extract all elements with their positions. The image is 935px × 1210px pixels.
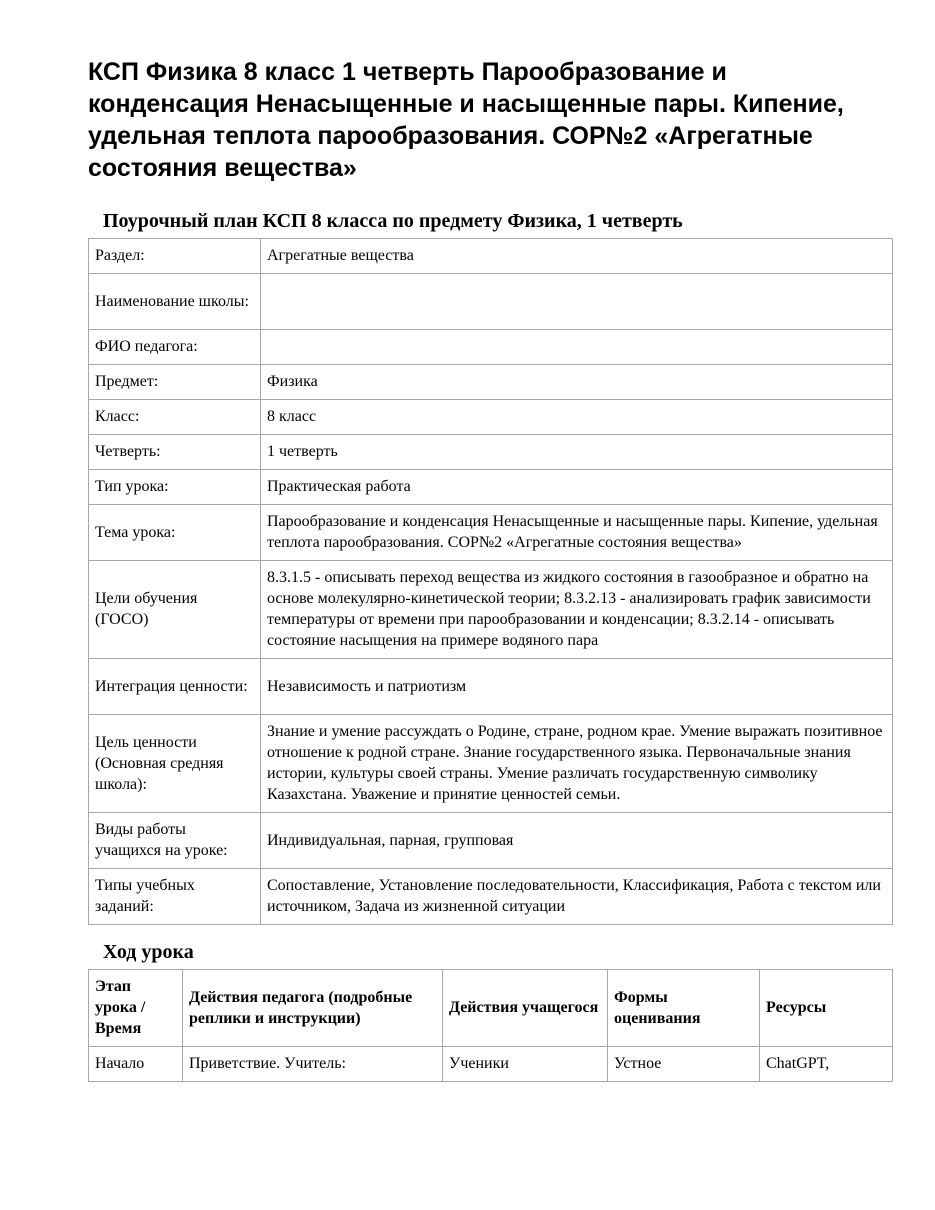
info-label: Тема урока:: [89, 505, 261, 561]
table-header-row: [89, 970, 893, 1047]
table-cell: Ученики: [443, 1047, 608, 1082]
info-value: Физика: [261, 365, 893, 400]
info-label: Интеграция ценности:: [89, 659, 261, 715]
info-row-lesson-type: [89, 470, 893, 505]
info-label: Класс:: [89, 400, 261, 435]
info-row-school: [89, 274, 893, 330]
info-value: Независимость и патриотизм: [261, 659, 893, 715]
info-label: Цели обучения (ГОСО): [89, 561, 261, 659]
table-cell: Начало: [89, 1047, 183, 1082]
info-value: [261, 274, 893, 330]
info-value: 8 класс: [261, 400, 893, 435]
column-header: Действия учащегося: [443, 970, 608, 1047]
info-row-values-goal: [89, 715, 893, 813]
info-row-grade: [89, 400, 893, 435]
info-value: Практическая работа: [261, 470, 893, 505]
column-header: Действия педагога (подробные реплики и инструкции): [183, 970, 443, 1047]
plan-heading: Поурочный план КСП 8 класса по предмету Физика, 1 четверть: [103, 210, 683, 232]
table-cell: Приветствие. Учитель:: [183, 1047, 443, 1082]
info-row-work-types: [89, 813, 893, 869]
info-value: 8.3.1.5 - описывать переход вещества из жидкого состояния в газообразное и обратно на основе молекулярно-кинетической теории; 8.3.2.13 - анализировать график зависимости температуры от времени при парообразовании и конденсации; 8.3.2.14 - описывать состояние насыщения на примере водяного пара: [261, 561, 893, 659]
info-label: Предмет:: [89, 365, 261, 400]
info-row-task-types: [89, 869, 893, 925]
lesson-heading: Ход урока: [103, 941, 194, 963]
info-value: Сопоставление, Установление последовательности, Классификация, Работа с текстом или источником, Задача из жизненной ситуации: [261, 869, 893, 925]
column-header: Формы оценивания: [608, 970, 760, 1047]
lesson-progress-table: [88, 969, 893, 1082]
document-title: КСП Физика 8 класс 1 четверть Парообразование и конденсация Ненасыщенные и насыщенные пары. Кипение, удельная теплота парообразования. СОР№2 «Агрегатные состояния вещества»: [88, 58, 844, 182]
column-header: Этап урока / Время: [89, 970, 183, 1047]
info-row-learning-goals: [89, 561, 893, 659]
table-cell: ChatGPT,: [760, 1047, 893, 1082]
column-header: Ресурсы: [760, 970, 893, 1047]
info-row-teacher: [89, 330, 893, 365]
info-value: Знание и умение рассуждать о Родине, стране, родном крае. Умение выражать позитивное отношение к родной стране. Знание государственного языка. Первоначальные знания истории, культуры своей страны. Умение различать государственную символику Казахстана. Уважение и принятие ценностей семьи.: [261, 715, 893, 813]
info-value: Агрегатные вещества: [261, 239, 893, 274]
info-row-values-integration: [89, 659, 893, 715]
lesson-info-table: [88, 238, 893, 925]
table-row: [89, 1047, 893, 1082]
info-label: Типы учебных заданий:: [89, 869, 261, 925]
document-page: [88, 56, 893, 1082]
info-label: ФИО педагога:: [89, 330, 261, 365]
info-value: [261, 330, 893, 365]
info-value: Индивидуальная, парная, групповая: [261, 813, 893, 869]
info-label: Раздел:: [89, 239, 261, 274]
info-row-topic: [89, 505, 893, 561]
table-cell: Устное: [608, 1047, 760, 1082]
info-row-quarter: [89, 435, 893, 470]
info-label: Наименование школы:: [89, 274, 261, 330]
info-row-section: [89, 239, 893, 274]
info-label: Виды работы учащихся на уроке:: [89, 813, 261, 869]
info-value: 1 четверть: [261, 435, 893, 470]
info-label: Цель ценности (Основная средняя школа):: [89, 715, 261, 813]
info-label: Четверть:: [89, 435, 261, 470]
info-value: Парообразование и конденсация Ненасыщенные и насыщенные пары. Кипение, удельная теплота парообразования. СОР№2 «Агрегатные состояния вещества»: [261, 505, 893, 561]
info-row-subject: [89, 365, 893, 400]
info-label: Тип урока:: [89, 470, 261, 505]
